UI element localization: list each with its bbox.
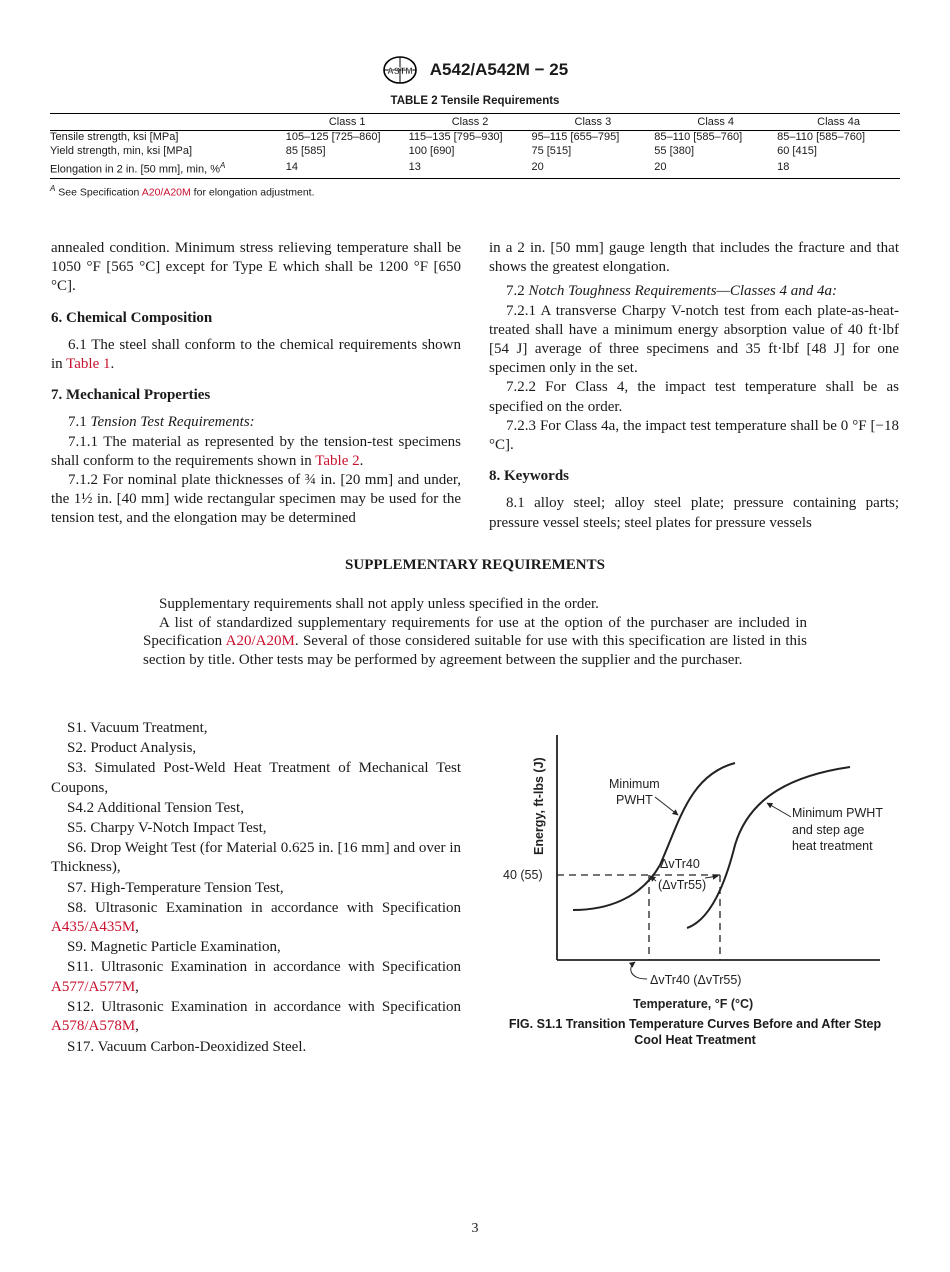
y-axis-label: Energy, ft-lbs (J) xyxy=(532,757,546,855)
row-label-with-footnote xyxy=(50,159,286,178)
list-item: S7. High-Temperature Tension Test, xyxy=(67,879,284,896)
list-item: S2. Product Analysis, xyxy=(67,740,197,757)
paragraph-text: 7.1.1 The material as represented by the tension-test specimens shall conform to the requirements shown in xyxy=(51,433,461,469)
paragraph-8-1: 8.1 alloy steel; alloy steel plate; pressure containing parts; pressure vessel steels; steel plates for pressure vessels xyxy=(489,495,899,531)
list-item xyxy=(51,958,461,997)
curve2-label: and step age xyxy=(792,823,865,837)
paragraph-7-2-3: 7.2.3 For Class 4a, the impact test temperature shall be 0 °F [−18 °C]. xyxy=(489,417,899,454)
caption-line: Cool Heat Treatment xyxy=(634,1033,756,1047)
table-header-cell: Class 4a xyxy=(777,114,900,131)
paragraph-6-1 xyxy=(51,336,461,374)
row-label: Elongation in 2 in. [50 mm], min, % xyxy=(50,163,220,176)
curve1-label: PWHT xyxy=(616,793,653,807)
shift-label: ΔvTr40 (ΔvTr55) xyxy=(650,973,742,987)
list-item xyxy=(51,998,461,1037)
page-number: 3 xyxy=(471,1221,479,1236)
point-label: ΔvTr40 xyxy=(660,857,700,871)
list-item: S17. Vacuum Carbon-Deoxidized Steel. xyxy=(67,1038,307,1055)
supplementary-list xyxy=(51,719,461,1058)
svg-text:ASTM: ASTM xyxy=(387,66,413,76)
table-cell: 95–115 [655–795] xyxy=(531,131,620,143)
paragraph-7-2-2: 7.2.2 For Class 4, the impact test temperature shall be as specified on the order. xyxy=(489,379,899,415)
x-axis-label: Temperature, °F (°C) xyxy=(633,997,754,1011)
list-item: S1. Vacuum Treatment, xyxy=(67,720,208,736)
spec-link-a577[interactable]: A577/A577M xyxy=(51,978,136,995)
table-cell: 85–110 [585–760] xyxy=(654,131,743,143)
list-item: S5. Charpy V-Notch Impact Test, xyxy=(67,819,267,836)
list-item: S9. Magnetic Particle Examination, xyxy=(67,939,281,956)
paragraph-continued: in a 2 in. [50 mm] gauge length that includes the fracture and that shows the greatest elongation. xyxy=(489,240,899,276)
paragraph-7-2-1: 7.2.1 A transverse Charpy V-notch test from each plate-as-heat-treated shall have a minimum energy absorption value of 40 ft·lbf [54 J] average of three specimens and 35 ft·lbf [48 J] for one specimen only in the set. xyxy=(489,302,899,377)
table-cell: 18 xyxy=(777,159,900,178)
table-cell: 14 xyxy=(286,159,409,178)
table-header-cell: Class 1 xyxy=(286,114,409,131)
section-6-heading: 6. Chemical Composition xyxy=(51,309,213,326)
table-cell: 85 [585] xyxy=(285,145,326,157)
supplementary-title: SUPPLEMENTARY REQUIREMENTS xyxy=(345,557,605,573)
intro-paragraph-2 xyxy=(143,614,807,670)
spec-link-a20[interactable]: A20/A20M xyxy=(225,633,295,649)
list-item-text: , xyxy=(135,919,139,936)
table-cell: 85–110 [585–760] xyxy=(777,131,866,143)
table-cell: 115–135 [795–930] xyxy=(408,131,503,143)
paragraph-7-1-2: 7.1.2 For nominal plate thicknesses of ¾ in. [20 mm] and under, the 1½ in. [40 mm] wide rectangular specimen may be used for the tension test, and the elongation may be determined xyxy=(51,472,461,527)
table-header-cell: Class 3 xyxy=(531,114,654,131)
paragraph-title: Notch Toughness Requirements—Classes 4 and 4a: xyxy=(528,283,837,300)
list-item-text: S8. Ultrasonic Examination in accordance with Specification xyxy=(67,899,461,916)
paragraph-number: 7.1 xyxy=(68,414,91,431)
label-arrow-1 xyxy=(655,797,678,815)
caption-line: FIG. S1.1 Transition Temperature Curves Before and After Step xyxy=(508,1017,882,1031)
table-header-cell: Class 4 xyxy=(654,114,777,131)
table-row xyxy=(50,145,900,159)
table-1-link[interactable]: Table 1 xyxy=(66,356,111,373)
shift-arrow xyxy=(631,962,647,979)
table-header-row xyxy=(50,114,900,131)
paragraph-text: A list of standardized supplementary requirements for use at the option of the purchaser are included in Specification xyxy=(143,614,807,649)
paragraph-7-2 xyxy=(489,282,899,301)
footnote-text: See Specification xyxy=(55,186,142,199)
left-column xyxy=(51,239,461,529)
paragraph-text: . xyxy=(110,356,115,373)
table-2-title: TABLE 2 Tensile Requirements xyxy=(390,95,560,107)
table-cell: 75 [515] xyxy=(531,145,572,157)
table-cell: 105–125 [725–860] xyxy=(285,131,381,143)
curve1-label: Minimum xyxy=(609,777,660,791)
footnote-mark: A xyxy=(219,161,226,170)
spec-link-a578[interactable]: A578/A578M xyxy=(51,1018,136,1035)
section-7-heading: 7. Mechanical Properties xyxy=(51,387,211,404)
paragraph-text: 6.1 The steel shall conform to the chemical requirements shown in xyxy=(51,336,461,373)
section-8-heading: 8. Keywords xyxy=(489,468,569,485)
table-footnote xyxy=(50,184,315,199)
row-label: Tensile strength, ksi [MPa] xyxy=(50,131,179,143)
list-item-text: , xyxy=(135,978,139,995)
list-item-text: , xyxy=(135,1018,139,1035)
label-arrow-2 xyxy=(767,803,791,817)
footnote-text: for elongation adjustment. xyxy=(190,186,315,199)
table-cell: 13 xyxy=(409,159,532,178)
y-marker-label: 40 (55) xyxy=(503,868,543,882)
intro-paragraph-1: Supplementary requirements shall not apply unless specified in the order. xyxy=(159,596,599,612)
figure-caption xyxy=(490,1016,900,1048)
paragraph-number: 7.2 xyxy=(506,283,529,300)
footnote-mark: A xyxy=(50,184,56,193)
table-header-cell xyxy=(50,114,286,131)
curve2-label: Minimum PWHT xyxy=(792,806,883,820)
tensile-requirements-table xyxy=(50,113,900,179)
paragraph-text: . xyxy=(359,452,364,469)
point-label: (ΔvTr55) xyxy=(658,878,707,892)
list-item: S6. Drop Weight Test (for Material 0.625 in. [16 mm] and over in Thickness), xyxy=(51,839,461,876)
transition-temperature-figure xyxy=(495,735,905,1015)
list-item: S3. Simulated Post-Weld Heat Treatment of Mechanical Test Coupons, xyxy=(51,760,461,796)
table-row xyxy=(50,131,900,146)
list-item xyxy=(51,899,461,938)
paragraph-annealed: annealed condition. Minimum stress relieving temperature shall be 1050 °F [565 °C] except for Type E which shall be 1200 °F [650 °C]. xyxy=(51,240,461,295)
table-cell: 100 [690] xyxy=(408,145,455,157)
list-item-text: S12. Ultrasonic Examination in accordance with Specification xyxy=(67,998,461,1015)
paragraph-7-1 xyxy=(51,413,461,432)
list-item: S4.2 Additional Tension Test, xyxy=(67,799,244,816)
spec-link-a20[interactable]: A20/A20M xyxy=(141,186,191,199)
table-header-cell: Class 2 xyxy=(409,114,532,131)
table-row xyxy=(50,159,900,178)
table-cell: 55 [380] xyxy=(654,145,695,157)
spec-link-a435[interactable]: A435/A435M xyxy=(51,919,136,936)
supplementary-intro xyxy=(143,595,807,669)
row-label: Yield strength, min, ksi [MPa] xyxy=(50,145,193,157)
table-cell: 20 xyxy=(531,159,654,178)
table-cell: 60 [415] xyxy=(777,145,817,157)
paragraph-text: . Several of those considered suitable for use with this specification are listed in this section by title. Other tests may be performed by agreement between the supplier and the purchaser. xyxy=(143,633,807,668)
table-2-link[interactable]: Table 2 xyxy=(315,452,360,469)
paragraph-7-1-1 xyxy=(51,433,461,471)
curve2-label: heat treatment xyxy=(792,839,873,853)
page-header xyxy=(0,55,950,85)
list-item-text: S11. Ultrasonic Examination in accordance with Specification xyxy=(67,959,461,976)
table-cell: 20 xyxy=(654,159,777,178)
point-arrow-2 xyxy=(705,876,718,878)
paragraph-title: Tension Test Requirements: xyxy=(90,414,255,431)
right-column xyxy=(489,239,899,533)
document-designation: A542/A542M − 25 xyxy=(429,60,569,79)
astm-logo-icon xyxy=(382,55,418,85)
